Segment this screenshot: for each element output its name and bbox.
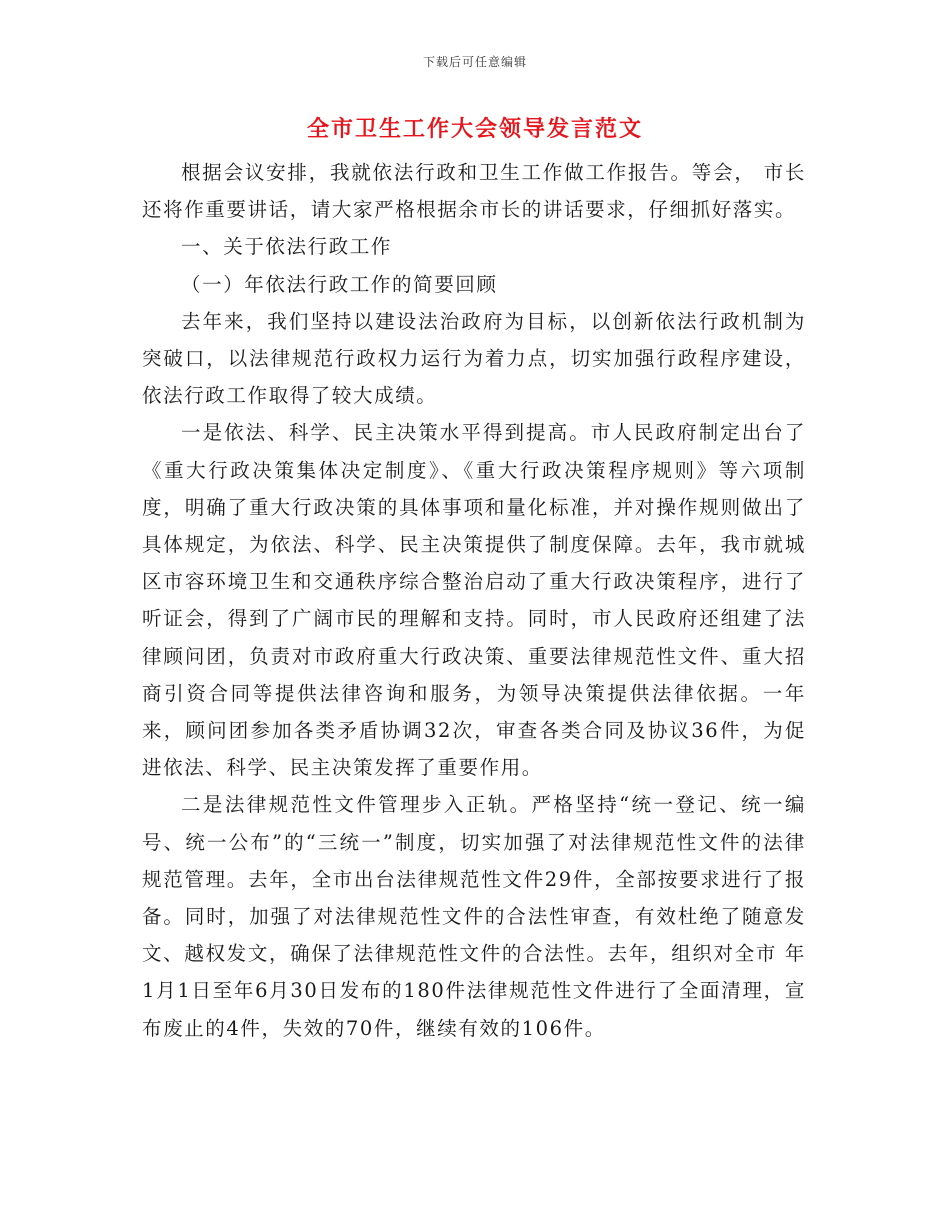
paragraph-review: 去年来，我们坚持以建设法治政府为目标，以创新依法行政机制为突破口，以法律规范行政权力运行为着力点，切实加强行政程序建设，依法行政工作取得了较大成绩。	[142, 309, 806, 408]
document-title: 全市卫生工作大会领导发言范文	[306, 116, 643, 142]
paragraph-intro: 根据会议安排，我就依法行政和卫生工作做工作报告。等会， 市长还将作重要讲话，请大家严格根据余市长的讲话要求，仔细抓好落实。	[142, 161, 806, 222]
paragraph-point-two: 二是法律规范性文件管理步入正轨。严格坚持“统一登记、统一编号、统一公布”的“三统一”制度，切实加强了对法律规范性文件的法律规范管理。去年，全市出台法律规范性文件29件，全部按要求进行了报备。同时，加强了对法律规范性文件的合法性审查，有效杜绝了随意发文、越权发文，确保了法律规范性文件的合法性。去年，组织对全市 年1月1日至年6月30日发布的180件法律规范性文件进行了全面清理，宣布废止的4件，失效的70件，继续有效的106件。	[142, 793, 806, 1040]
paragraph-point-one: 一是依法、科学、民主决策水平得到提高。市人民政府制定出台了《重大行政决策集体决定制度》、《重大行政决策程序规则》等六项制度，明确了重大行政决策的具体事项和量化标准，并对操作规则做出了具体规定，为依法、科学、民主决策提供了制度保障。去年，我市就城区市容环境卫生和交通秩序综合整治启动了重大行政决策程序，进行了听证会，得到了广阔市民的理解和支持。同时，市人民政府还组建了法律顾问团，负责对市政府重大行政决策、重要法律规范性文件、重大招商引资合同等提供法律咨询和服务，为领导决策提供法律依据。一年来，顾问团参加各类矛盾协调32次，审查各类合同及协议36件，为促进依法、科学、民主决策发挥了重要作用。	[142, 421, 806, 780]
subsection-heading: （一）年依法行政工作的简要回顾	[181, 272, 498, 296]
section-heading: 一、关于依法行政工作	[181, 235, 393, 259]
header-note: 下载后可任意编辑	[422, 55, 527, 69]
document-body	[142, 154, 806, 1047]
